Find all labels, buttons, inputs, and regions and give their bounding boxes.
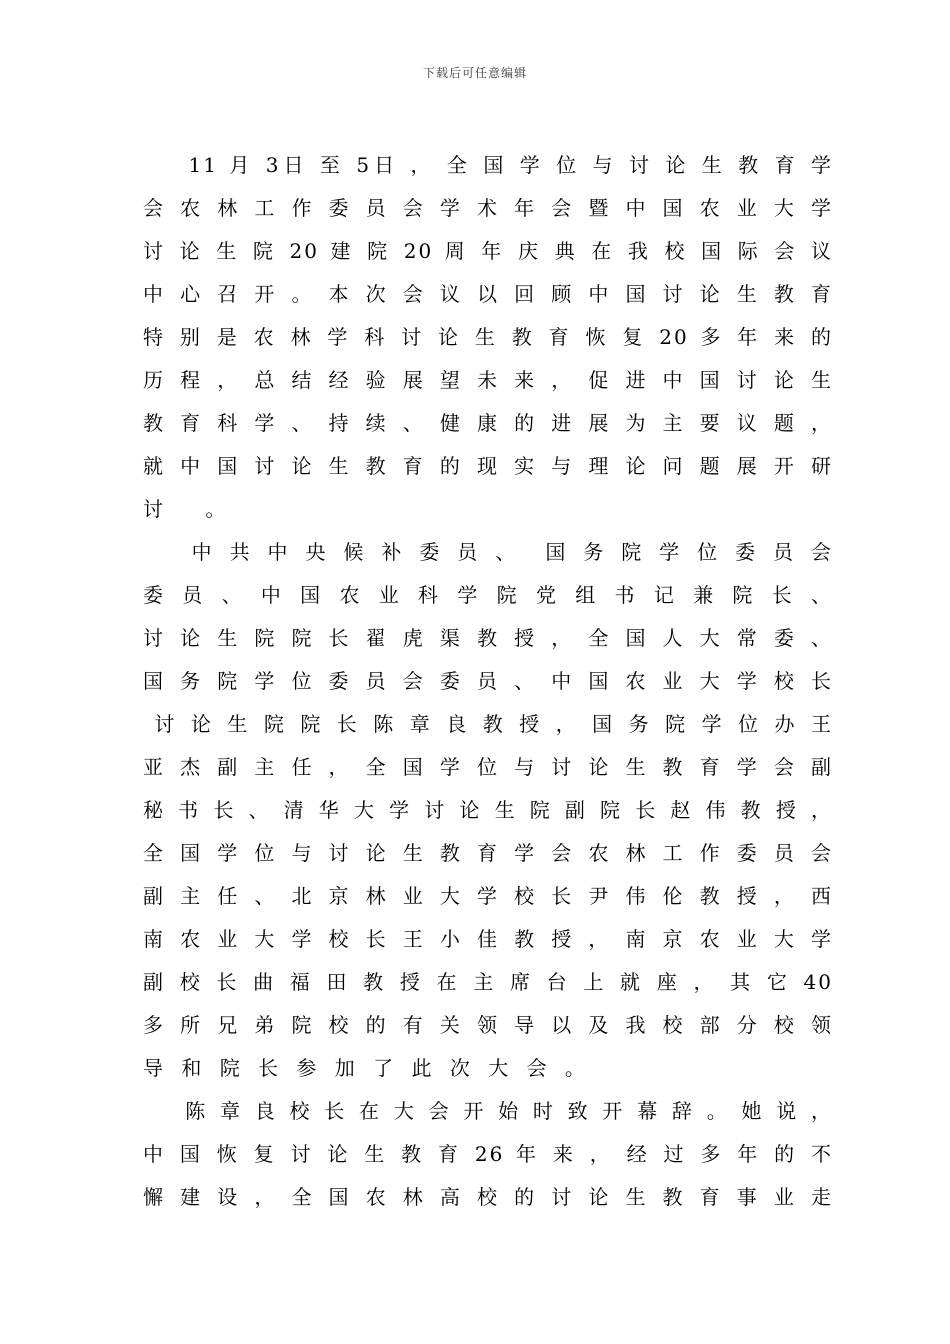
text-line: 讨 。 bbox=[143, 497, 244, 521]
text-line: 亚 杰 副 主 任 ， 全 国 学 位 与 讨 论 生 教 育 学 会 副 bbox=[143, 755, 833, 779]
paragraph-2 bbox=[143, 531, 833, 1090]
text-line: 讨 论 生 院 院 长 翟 虎 渠 教 授 ， 全 国 人 大 常 委 、 bbox=[143, 626, 833, 650]
text-line: 会 农 林 工 作 委 员 会 学 术 年 会 暨 中 国 农 业 大 学 bbox=[143, 196, 833, 220]
text-line: 导 和 院 长 参 加 了 此 次 大 会 。 bbox=[143, 1056, 591, 1080]
page-header: 下载后可任意编辑 bbox=[422, 66, 527, 80]
text-line: 委 员 、 中 国 农 业 科 学 院 党 组 书 记 兼 院 长 、 bbox=[143, 583, 833, 607]
text-line: 讨 论 生 院 20 建 院 20 周 年 庆 典 在 我 校 国 际 会 议 bbox=[143, 239, 833, 263]
text-line: 11 月 3日 至 5日 ， 全 国 学 位 与 讨 论 生 教 育 学 bbox=[143, 153, 833, 177]
text-line: 懈 建 设 ， 全 国 农 林 高 校 的 讨 论 生 教 育 事 业 走 bbox=[143, 1185, 833, 1209]
paragraph-3 bbox=[143, 1090, 833, 1219]
text-line: 国 务 院 学 位 委 员 会 委 员 、 中 国 农 业 大 学 校 长 bbox=[143, 669, 833, 693]
text-line: 特 别 是 农 林 学 科 讨 论 生 教 育 恢 复 20 多 年 来 的 bbox=[143, 325, 833, 349]
text-line: 讨 论 生 院 院 长 陈 章 良 教 授 ， 国 务 院 学 位 办 王 bbox=[143, 712, 833, 736]
text-line: 南 农 业 大 学 校 长 王 小 佳 教 授 ， 南 京 农 业 大 学 bbox=[143, 927, 833, 951]
text-line: 副 校 长 曲 福 田 教 授 在 主 席 台 上 就 座 ， 其 它 40 bbox=[143, 970, 833, 994]
text-line: 中 心 召 开 。 本 次 会 议 以 回 顾 中 国 讨 论 生 教 育 bbox=[143, 282, 833, 306]
text-line: 中 共 中 央 候 补 委 员 、 国 务 院 学 位 委 员 会 bbox=[143, 540, 833, 564]
text-line: 历 程 ， 总 结 经 验 展 望 未 来 ， 促 进 中 国 讨 论 生 bbox=[143, 368, 833, 392]
text-line: 副 主 任 、 北 京 林 业 大 学 校 长 尹 伟 伦 教 授 ， 西 bbox=[143, 884, 833, 908]
text-line: 就 中 国 讨 论 生 教 育 的 现 实 与 理 论 问 题 展 开 研 bbox=[143, 454, 833, 478]
text-line: 秘 书 长 、 清 华 大 学 讨 论 生 院 副 院 长 赵 伟 教 授 ， bbox=[143, 798, 833, 822]
text-line: 全 国 学 位 与 讨 论 生 教 育 学 会 农 林 工 作 委 员 会 bbox=[143, 841, 833, 865]
text-line: 多 所 兄 弟 院 校 的 有 关 领 导 以 及 我 校 部 分 校 领 bbox=[143, 1013, 833, 1037]
document-body bbox=[143, 144, 833, 1219]
text-line: 中 国 恢 复 讨 论 生 教 育 26 年 来 ， 经 过 多 年 的 不 bbox=[143, 1142, 833, 1166]
paragraph-1 bbox=[143, 144, 833, 531]
text-line: 陈 章 良 校 长 在 大 会 开 始 时 致 开 幕 辞 。 她 说 ， bbox=[143, 1099, 833, 1123]
text-line: 教 育 科 学 、 持 续 、 健 康 的 进 展 为 主 要 议 题 ， bbox=[143, 411, 833, 435]
